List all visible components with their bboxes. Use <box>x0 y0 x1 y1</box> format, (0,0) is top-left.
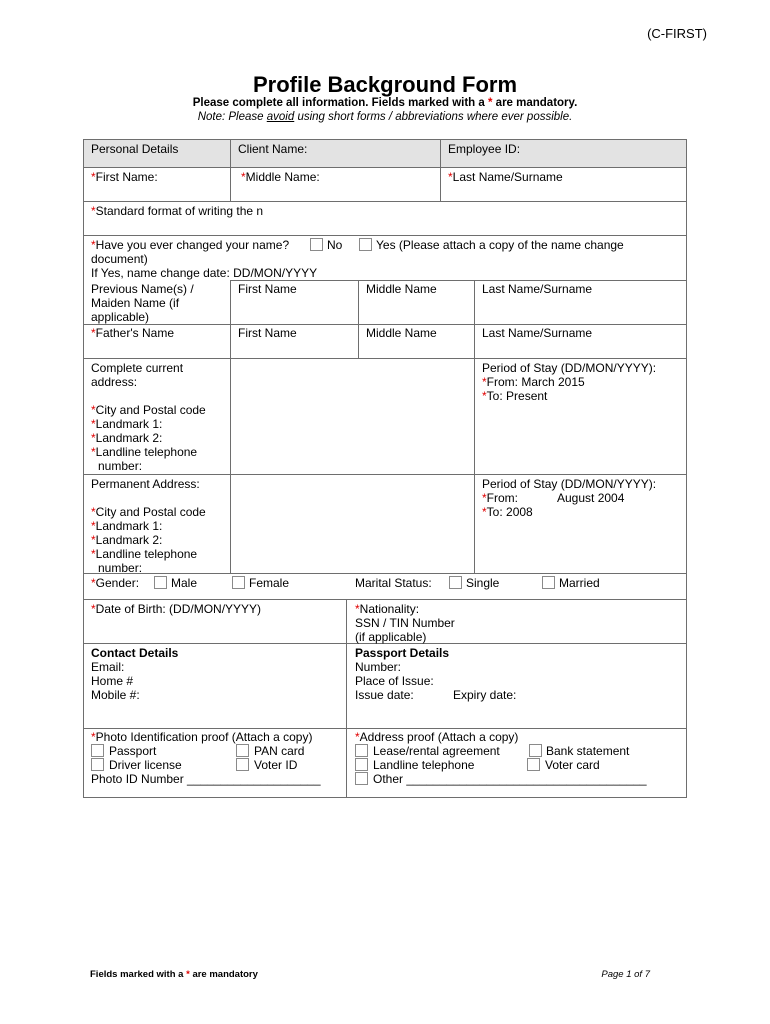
marital-married-checkbox[interactable] <box>542 576 555 589</box>
current-landmark1-text: Landmark 1: <box>95 417 163 431</box>
home-phone-label: Home # <box>91 674 134 688</box>
name-change-yes-checkbox[interactable] <box>359 238 372 251</box>
permanent-landline-label-2: number: <box>98 561 143 575</box>
proof-lease-checkbox[interactable] <box>355 744 368 757</box>
row-divider <box>83 358 687 359</box>
photo-passport-checkbox[interactable] <box>91 744 104 757</box>
permanent-period-label: Period of Stay (DD/MON/YYYY): <box>482 477 657 491</box>
current-landmark1-label <box>91 417 162 431</box>
photo-id-number-field[interactable]: Photo ID Number ____________________ <box>91 772 321 786</box>
required-star: * <box>91 403 96 417</box>
name-change-no-label: No <box>327 238 343 252</box>
employee-id-label: Employee ID: <box>448 142 521 156</box>
row-divider <box>83 235 687 236</box>
note-pre: Note: Please <box>197 111 264 123</box>
current-period-label: Period of Stay (DD/MON/YYYY): <box>482 361 657 375</box>
gender-female-checkbox[interactable] <box>232 576 245 589</box>
required-star: * <box>91 602 96 616</box>
permanent-landmark1-text: Landmark 1: <box>95 519 163 533</box>
contact-details-heading: Contact Details <box>91 646 179 660</box>
middle-name-label <box>241 170 320 184</box>
form-code: (C-FIRST) <box>647 26 707 41</box>
gender-male-label: Male <box>171 576 198 590</box>
row-divider <box>83 167 687 168</box>
name-change-yes-label: Yes (Please attach a copy of the name change <box>376 238 624 252</box>
instruction-star: * <box>487 97 493 109</box>
row-divider <box>83 573 687 574</box>
marital-married-label: Married <box>559 576 600 590</box>
col-divider <box>358 280 359 358</box>
passport-issue-date-label: Issue date: <box>355 688 414 702</box>
permanent-landmark2-label <box>91 533 162 547</box>
permanent-city-text: City and Postal code <box>95 505 206 519</box>
page-title: Profile Background Form <box>252 72 518 97</box>
proof-voter-checkbox[interactable] <box>527 758 540 771</box>
note-emphasis: avoid <box>266 111 295 123</box>
required-star: * <box>91 445 96 459</box>
proof-lease-label: Lease/rental agreement <box>373 744 500 758</box>
photo-driver-label: Driver license <box>109 758 182 772</box>
col-divider <box>230 280 231 358</box>
current-to-value <box>482 389 547 403</box>
name-change-yes-label-cont: document) <box>91 252 148 266</box>
footer-note-post: are mandatory <box>192 969 258 980</box>
current-to-text: To: Present <box>486 389 548 403</box>
required-star: * <box>91 519 96 533</box>
current-from-text: From: March 2015 <box>486 375 585 389</box>
note-line <box>0 111 770 123</box>
proof-other-checkbox[interactable] <box>355 772 368 785</box>
nationality-text: Nationality: <box>359 602 420 616</box>
col-divider <box>474 358 475 573</box>
standard-format-field <box>91 204 263 218</box>
photo-pan-label: PAN card <box>254 744 305 758</box>
first-name-label <box>91 170 158 184</box>
required-star: * <box>91 547 96 561</box>
ssn-label: SSN / TIN Number <box>355 616 455 630</box>
current-landmark2-label <box>91 431 162 445</box>
client-name-label: Client Name: <box>238 142 308 156</box>
passport-expiry-date-label: Expiry date: <box>453 688 517 702</box>
row-divider <box>83 474 687 475</box>
previous-middle-name-label: Middle Name <box>366 282 437 296</box>
required-star: * <box>91 431 96 445</box>
required-star: * <box>91 417 96 431</box>
permanent-from-label <box>482 491 518 505</box>
required-star: * <box>482 375 487 389</box>
row-divider <box>230 280 687 281</box>
email-label: Email: <box>91 660 125 674</box>
required-star: * <box>482 505 487 519</box>
standard-format-text: Standard format of writing the n <box>95 204 264 218</box>
current-from-value <box>482 375 585 389</box>
passport-details-heading: Passport Details <box>355 646 450 660</box>
required-star: * <box>355 602 360 616</box>
required-star: * <box>482 389 487 403</box>
name-change-no-checkbox[interactable] <box>310 238 323 251</box>
mobile-label: Mobile #: <box>91 688 140 702</box>
row-divider <box>83 728 687 729</box>
proof-other-field[interactable]: Other ____________________________________ <box>373 772 647 786</box>
fathers-name-label <box>91 326 174 340</box>
proof-bank-label: Bank statement <box>546 744 630 758</box>
name-change-question-text: Have you ever changed your name? <box>95 238 290 252</box>
current-landline-text: Landline telephone <box>95 445 198 459</box>
note-post: using short forms / abbreviations where ever possible. <box>297 111 573 123</box>
last-name-text: Last Name/Surname <box>452 170 563 184</box>
photo-pan-checkbox[interactable] <box>236 744 249 757</box>
photo-driver-checkbox[interactable] <box>91 758 104 771</box>
marital-status-label: Marital Status: <box>355 576 432 590</box>
current-address-label-2: address: <box>91 375 138 389</box>
proof-bank-checkbox[interactable] <box>529 744 542 757</box>
required-star: * <box>91 505 96 519</box>
passport-number-label: Number: <box>355 660 402 674</box>
dob-text: Date of Birth: (DD/MON/YYYY) <box>95 602 262 616</box>
permanent-to-value <box>482 505 533 519</box>
current-landmark2-text: Landmark 2: <box>95 431 163 445</box>
gender-label <box>91 576 139 590</box>
footer-note-pre: Fields marked with a <box>90 969 184 980</box>
proof-landline-checkbox[interactable] <box>355 758 368 771</box>
permanent-address-label: Permanent Address: <box>91 477 200 491</box>
current-city-text: City and Postal code <box>95 403 206 417</box>
row-divider <box>83 599 687 600</box>
proof-landline-label: Landline telephone <box>373 758 475 772</box>
previous-names-label-2: Maiden Name (if <box>91 296 180 310</box>
gender-text: Gender: <box>95 576 140 590</box>
footer-star: * <box>186 969 190 980</box>
required-star: * <box>91 326 96 340</box>
passport-place-label: Place of Issue: <box>355 674 434 688</box>
mandatory-instruction <box>0 97 770 109</box>
permanent-landline-text: Landline telephone <box>95 547 198 561</box>
permanent-landmark2-text: Landmark 2: <box>95 533 163 547</box>
photo-id-heading-text: Photo Identification proof (Attach a copy) <box>95 730 313 744</box>
name-change-question <box>91 238 289 252</box>
required-star: * <box>91 576 96 590</box>
fathers-name-text: Father's Name <box>95 326 174 340</box>
photo-voter-checkbox[interactable] <box>236 758 249 771</box>
permanent-landline-label <box>91 547 197 561</box>
marital-single-label: Single <box>466 576 500 590</box>
required-star: * <box>91 238 96 252</box>
required-star: * <box>482 491 487 505</box>
col-divider <box>230 358 231 573</box>
col-divider <box>346 599 347 798</box>
nationality-label <box>355 602 419 616</box>
col-divider <box>440 139 441 201</box>
current-address-label: Complete current <box>91 361 184 375</box>
instruction-text-post: are mandatory. <box>495 97 578 109</box>
required-star: * <box>355 730 360 744</box>
marital-single-checkbox[interactable] <box>449 576 462 589</box>
col-divider <box>230 139 231 201</box>
father-middle-name-label: Middle Name <box>366 326 437 340</box>
current-city-label <box>91 403 206 417</box>
permanent-city-label <box>91 505 206 519</box>
address-proof-heading <box>355 730 518 744</box>
required-star: * <box>448 170 453 184</box>
required-star: * <box>91 533 96 547</box>
required-star: * <box>91 204 96 218</box>
gender-female-label: Female <box>249 576 290 590</box>
middle-name-text: Middle Name: <box>245 170 320 184</box>
col-divider <box>474 280 475 358</box>
previous-names-label: Previous Name(s) / <box>91 282 194 296</box>
row-divider <box>83 201 687 202</box>
previous-last-name-label: Last Name/Surname <box>482 282 593 296</box>
row-divider <box>83 324 687 325</box>
permanent-to-text: To: 2008 <box>486 505 533 519</box>
current-landline-label <box>91 445 197 459</box>
required-star: * <box>91 730 96 744</box>
required-star: * <box>91 170 96 184</box>
proof-voter-label: Voter card <box>545 758 600 772</box>
photo-voter-label: Voter ID <box>254 758 298 772</box>
father-last-name-label: Last Name/Surname <box>482 326 593 340</box>
permanent-from-value: August 2004 <box>557 491 625 505</box>
father-first-name-label: First Name <box>238 326 297 340</box>
current-landline-label-2: number: <box>98 459 143 473</box>
name-change-date-label: If Yes, name change date: DD/MON/YYYY <box>91 266 318 280</box>
required-star: * <box>241 170 246 184</box>
dob-label <box>91 602 261 616</box>
permanent-from-text: From: <box>486 491 519 505</box>
photo-id-heading <box>91 730 312 744</box>
photo-passport-label: Passport <box>109 744 157 758</box>
page-number: Page 1 of 7 <box>601 969 650 980</box>
personal-details-heading: Personal Details <box>91 142 179 156</box>
ssn-note: (if applicable) <box>355 630 427 644</box>
gender-male-checkbox[interactable] <box>154 576 167 589</box>
previous-first-name-label: First Name <box>238 282 297 296</box>
footer-mandatory-note <box>90 969 258 980</box>
instruction-text-pre: Please complete all information. Fields marked with a <box>192 97 485 109</box>
first-name-text: First Name: <box>95 170 158 184</box>
last-name-label <box>448 170 563 184</box>
previous-names-label-3: applicable) <box>91 310 150 324</box>
address-proof-heading-text: Address proof (Attach a copy) <box>359 730 519 744</box>
permanent-landmark1-label <box>91 519 162 533</box>
